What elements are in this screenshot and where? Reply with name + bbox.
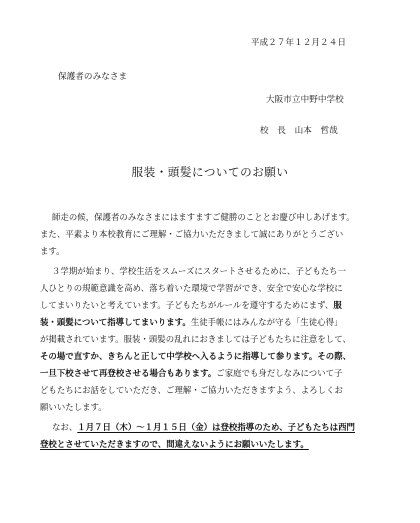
paragraph-2-line-2: 人ひとりの規範意識を高め、落ち着いた環境で学習ができ、安全で安心な学校に <box>40 283 343 293</box>
paragraph-2-line-8: どもたちにお話をしていただき、ご理解・ご協力いただきますよう、よろしくお <box>40 385 343 395</box>
paragraph-3-line-1-underlined: １月７日（木）～１月１５日（金）は登校指導のため、子どもたちは西門 <box>77 422 355 432</box>
school-name: 大阪市立中野中学校 <box>266 95 344 105</box>
paragraph-2-line-6: その場で直すか、きちんと正して中学校へ入るように指導して参ります。その際、 <box>40 351 352 361</box>
paragraph-2-line-4-bold: 装・頭髪について指導してまいります。 <box>40 317 191 327</box>
paragraph-2-line-4-text: 生徒手帳にはみんなが守る「生徒心得」 <box>190 317 343 327</box>
paragraph-2-line-7-bold: 一旦下校させて再登校させる場合もあります。 <box>40 368 217 378</box>
paragraph-2-line-5: が掲載されています。服装・頭髪の乱れにおきましては子どもたちに注意をして、 <box>40 334 351 344</box>
paragraph-2-line-7 <box>40 368 342 379</box>
paragraph-2-line-3-bold: 服 <box>333 300 342 310</box>
notice-title: 服装・頭髪についてのお願い <box>131 165 289 179</box>
paragraph-2-line-7-text: ご家庭でも身だしなみについて子 <box>216 368 343 378</box>
notice-date: 平成２７年１２月２４日 <box>250 38 346 48</box>
paragraph-1-line-3: ます。 <box>40 246 65 256</box>
principal-name: 校 長 山本 哲哉 <box>260 126 338 136</box>
paragraph-3-line-1-text: なお、 <box>52 422 78 432</box>
paragraph-2-line-3 <box>40 300 342 311</box>
paragraph-2-line-4 <box>40 317 342 328</box>
paragraph-3-line-2-underlined: 登校とさせていただきますので、間違えないようにお願いいたします。 <box>40 439 309 449</box>
paragraph-2-line-3-text: してまいりたいと考えています。子どもたちがルールを遵守するためにまず、 <box>40 300 334 310</box>
addressee: 保護者のみなさま <box>58 72 128 82</box>
paragraph-3-line-2 <box>40 439 309 450</box>
paragraph-2-line-9: 願いいたします。 <box>40 402 107 412</box>
paragraph-1-line-2: また、平素より本校教育にご理解・ご協力いただきまして誠にありがとうござい <box>40 229 344 239</box>
paragraph-1-line-1: 師走の候，保護者のみなさまにはますますご健勝のこととお慶び申しあげます。 <box>52 212 355 222</box>
paragraph-2-line-1: ３学期が始まり、学校生活をスムーズにスタートさせるために、子どもたち一 <box>52 266 347 276</box>
paragraph-3-line-1 <box>52 422 355 433</box>
